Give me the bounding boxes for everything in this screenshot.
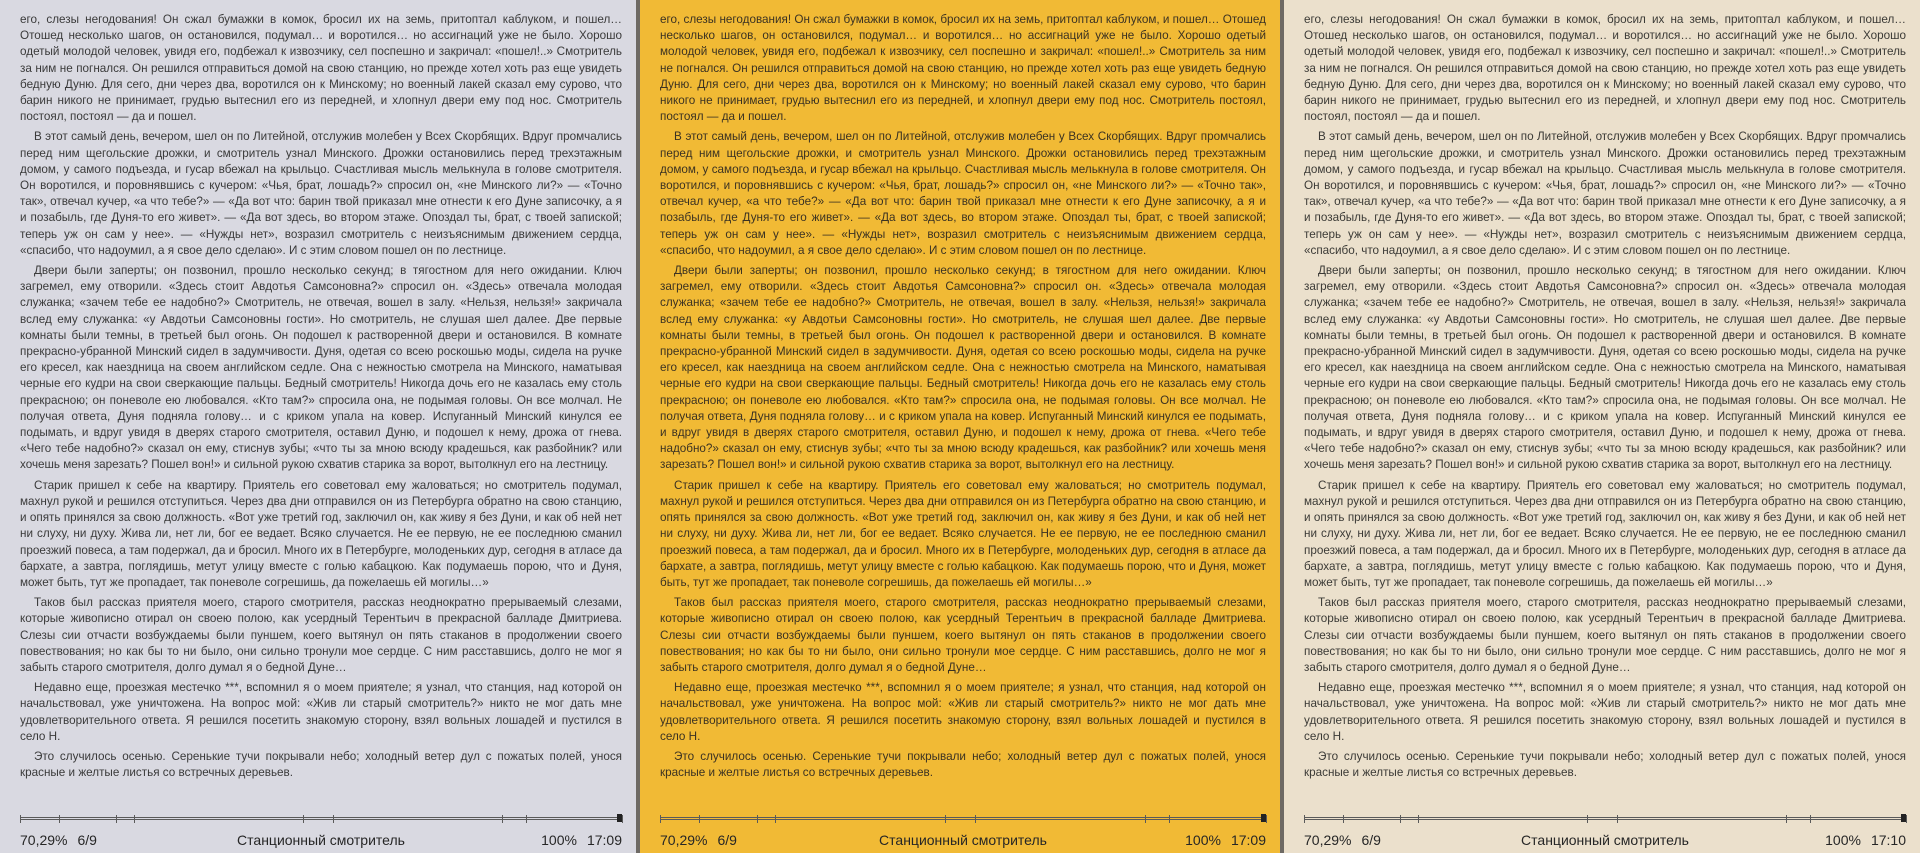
status-right (541, 832, 622, 848)
battery-level: 100% (1825, 832, 1861, 848)
page-counter: 6/9 (717, 832, 737, 848)
chapter-tick (59, 815, 60, 823)
status-right (1185, 832, 1266, 848)
paragraph: В этот самый день, вечером, шел он по Литейной, отслужив молебен у Всех Скорбящих. Вдруг промчались перед ним щегольские дрожки, и смотритель узнал Минского. Дрожки остановились перед трехэтажным домом, у самого подъезда, и гусар вбежал на крыльцо. Счастливая мысль мелькнула в голове смотрителя. Он воротился, и поровнявшись с кучером: «Чья, брат, лошадь?» спросил он, «не Минского ли?» — «Точно так», отвечал кучер, «а что тебе?» — «Да вот что: барин твой приказал мне отнести к его Дуне записочку, а я и позабыль, где Дуня-то его живет». — «Да вот здесь, во втором этаже. Опоздал ты, брат, с твоей запиской; теперь уж он сам у нее». — «Нужды нет», возразил смотритель с неизъяснимым движением сердца, «спасибо, что надоумил, а я свое дело сделаю». И с этим словом пошел он по лестнице. (1304, 130, 1906, 257)
battery-level: 100% (1185, 832, 1221, 848)
chapter-tick (660, 815, 661, 823)
chapter-tick (775, 815, 776, 823)
book-page-text (20, 12, 622, 802)
paragraph: Недавно еще, проезжая местечко ***, вспомнил я о моем приятеле; я узнал, что станция, над которой он начальствовал, уже уничтожена. На вопрос мой: «Жив ли старый смотритель?» никто не мог дать мне удовлетворительного ответа. Я решился посетить знакомую сторону, взял вольных лошадей и пустился в село Н. (660, 681, 1266, 743)
paragraph: его, слезы негодования! Он сжал бумажки в комок, бросил их на земь, притоптал каблуком, и пошел… Отошед несколько шагов, он остановился, подумал… и воротился… но ассигнаций уже не было. Хорошо одетый молодой человек, увидя его, подбежал к извозчику, сел поспешно и закричал: «пошел!..» Смотритель за ним не погнался. Он решился отправиться домой на свою станцию, но прежде хотел хоть раз еще увидеть бедную Дуню. Для сего, дни через два, воротился он к Минскому; но военный лакей сказал ему сурово, что барин никого не принимает, грудью вытеснил его из передней, и хлопнул двери ему под нос. Смотритель постоял, постоял — да и пошел. (1304, 13, 1906, 124)
ereader-screen-yellow (640, 0, 1280, 853)
chapter-tick (945, 815, 946, 823)
paragraph: В этот самый день, вечером, шел он по Литейной, отслужив молебен у Всех Скорбящих. Вдруг промчались перед ним щегольские дрожки, и смотритель узнал Минского. Дрожки остановились перед трехэтажным домом, у самого подъезда, и гусар вбежал на крыльцо. Счастливая мысль мелькнула в голове смотрителя. Он воротился, и поровнявшись с кучером: «Чья, брат, лошадь?» спросил он, «не Минского ли?» — «Точно так», отвечал кучер, «а что тебе?» — «Да вот что: барин твой приказал мне отнести к его Дуне записочку, а я и позабыль, где Дуня-то его живет». — «Да вот здесь, во втором этаже. Опоздал ты, брат, с твоей запиской; теперь уж он сам у нее». — «Нужды нет», возразил смотритель с неизъяснимым движением сердца, «спасибо, что надоумил, а я свое дело сделаю». И с этим словом пошел он по лестнице. (660, 130, 1266, 257)
chapter-tick (1418, 815, 1419, 823)
chapter-tick (333, 815, 334, 823)
book-title (20, 832, 622, 848)
book-title-text: Станционный смотритель (237, 832, 405, 848)
status-bar (1304, 829, 1906, 851)
chapter-tick (303, 815, 304, 823)
paragraph: его, слезы негодования! Он сжал бумажки в комок, бросил их на земь, притоптал каблуком, и пошел… Отошед несколько шагов, он остановился, подумал… и воротился… но ассигнаций уже не было. Хорошо одетый молодой человек, увидя его, подбежал к извозчику, сел поспешно и закричал: «пошел!..» Смотритель за ним не погнался. Он решился отправиться домой на свою станцию, но прежде хотел хоть раз еще увидеть бедную Дуню. Для сего, дни через два, воротился он к Минскому; но военный лакей сказал ему сурово, что барин никого не принимает, грудью вытеснил его из передней, и хлопнул двери ему под нос. Смотритель постоял, постоял — да и пошел. (20, 13, 622, 124)
progress-percent: 70,29% (20, 832, 68, 848)
paragraph: Таков был рассказ приятеля моего, старого смотрителя, рассказ неоднократно прерываемый слезами, которые живописно отирал он своею полою, как усердный Терентьич в прекрасной балладе Дмитриева. Слезы сии отчасти возбуждаемы были пуншем, коего вытянул он пять стаканов в продолжении своего повествования; но как бы то ни было, они сильно тронули мое сердце. С ним расставшись, долго не мог я забыть старого смотрителя, долго думал я о бедной Дуне… (20, 596, 622, 674)
status-right (1825, 832, 1906, 848)
chapter-tick (1617, 815, 1618, 823)
chapter-tick (1587, 815, 1588, 823)
page-counter: 6/9 (77, 832, 97, 848)
chapter-tick (20, 815, 21, 823)
chapter-tick (1304, 815, 1305, 823)
book-page-text (660, 12, 1266, 802)
paragraph: Двери были заперты; он позвонил, прошло несколько секунд; в тягостном для него ожидании. Ключ загремел, ему отворили. «Здесь стоит Авдотья Самсоновна?» спросил он. «Здесь» отвечала молодая служанка; «зачем тебе ее надобно?» Смотритель, не отвечая, вошел в залу. «Нельзя, нельзя!» закричала вслед ему служанка: «у Авдотьи Самсоновны гости». Но смотритель, не слушая шел далее. Две первые комнаты были темны, в третьей был огонь. Он подошел к растворенной двери и остановился. В комнате прекрасно-убранной Минский сидел в задумчивости. Дуня, одетая со всею роскошью моды, сидела на ручке его кресел, как наездница на своем английском седле. Она с нежностью смотрела на Минского, наматывая черные его кудри на свои сверкающие пальцы. Бедный смотритель! Никогда дочь его не казалась ему столь прекрасною; он поневоле ею любовался. «Кто там?» спросила она, не подымая головы. Он все молчал. Не получая ответа, Дуня подняла голову… и с криком упала на ковер. Испуганный Минский кинулся ее подымать, и вдруг увидя в дверях старого смотрителя, оставил Дуню, и подошел к нему, дрожа от гнева. «Чего тебе надобно?» сказал он ему, стиснув зубы; «что ты за мною всюду крадешься, как разбойник? или хочешь меня зарезать? Пошел вон!» и сильной рукою схватив старика за ворот, вытолкнул его на лестницу. (660, 264, 1266, 472)
paragraph: Недавно еще, проезжая местечко ***, вспомнил я о моем приятеле; я узнал, что станция, над которой он начальствовал, уже уничтожена. На вопрос мой: «Жив ли старый смотритель?» никто не мог дать мне удовлетворительного ответа. Я решился посетить знакомую сторону, взял вольных лошадей и пустился в село Н. (20, 681, 622, 743)
progress-marker (1261, 814, 1266, 822)
chapter-tick (1810, 815, 1811, 823)
chapter-tick (134, 815, 135, 823)
chapter-tick (526, 815, 527, 823)
progress-percent: 70,29% (660, 832, 708, 848)
paragraph: Это случилось осенью. Серенькие тучи покрывали небо; холодный ветер дул с пожатых полей, унося красные и желтые листья со встречных деревьев. (20, 749, 622, 780)
paragraph: Недавно еще, проезжая местечко ***, вспомнил я о моем приятеле; я узнал, что станция, над которой он начальствовал, уже уничтожена. На вопрос мой: «Жив ли старый смотритель?» никто не мог дать мне удовлетворительного ответа. Я решился посетить знакомую сторону, взял вольных лошадей и пустился в село Н. (1304, 681, 1906, 743)
book-title-text: Станционный смотритель (879, 832, 1047, 848)
paragraph: Это случилось осенью. Серенькие тучи покрывали небо; холодный ветер дул с пожатых полей, унося красные и желтые листья со встречных деревьев. (1304, 749, 1906, 780)
book-page-text (1304, 12, 1906, 802)
chapter-tick (699, 815, 700, 823)
chapter-tick (1266, 815, 1267, 823)
status-bar (20, 829, 622, 851)
clock: 17:10 (1870, 832, 1906, 848)
chapter-tick (622, 815, 623, 823)
book-title-text: Станционный смотритель (1521, 832, 1689, 848)
paragraph: Двери были заперты; он позвонил, прошло несколько секунд; в тягостном для него ожидании. Ключ загремел, ему отворили. «Здесь стоит Авдотья Самсоновна?» спросил он. «Здесь» отвечала молодая служанка; «зачем тебе ее надобно?» Смотритель, не отвечая, вошел в залу. «Нельзя, нельзя!» закричала вслед ему служанка: «у Авдотьи Самсоновны гости». Но смотритель, не слушая шел далее. Две первые комнаты были темны, в третьей был огонь. Он подошел к растворенной двери и остановился. В комнате прекрасно-убранной Минский сидел в задумчивости. Дуня, одетая со всею роскошью моды, сидела на ручке его кресел, как наездница на своем английском седле. Она с нежностью смотрела на Минского, наматывая черные его кудри на свои сверкающие пальцы. Бедный смотритель! Никогда дочь его не казалась ему столь прекрасною; он поневоле ею любовался. «Кто там?» спросила она, не подымая головы. Он все молчал. Не получая ответа, Дуня подняла голову… и с криком упала на ковер. Испуганный Минский кинулся ее подымать, и вдруг увидя в дверях старого смотрителя, оставил Дуню, и подошел к нему, дрожа от гнева. «Чего тебе надобно?» сказал он ему, стиснув зубы; «что ты за мною всюду крадешься, как разбойник? или хочешь меня зарезать? Пошел вон!» и сильной рукою схватив старика за ворот, вытолкнул его на лестницу. (20, 264, 622, 472)
chapter-tick (1145, 815, 1146, 823)
paragraph: Старик пришел к себе на квартиру. Приятель его советовал ему жаловаться; но смотритель подумал, махнул рукой и решился отступиться. Через два дни отправился он из Петербурга обратно на свою станцию, и опять принялся за свою должность. «Вот уже третий год, заключил он, как живу я без Дуни, и как об ней нет ни слуху, ни духу. Жива ли, нет ли, бог ее ведает. Всяко случается. Не ее первую, не ее последнюю сманил проезжий повеса, а там подержал, да и бросил. Много их в Петербурге, молоденьких дур, сегодня в атласе да бархате, а завтра, поглядишь, метут улицу вместе с голью кабацкою. Как подумаешь порою, что и Дуня, может быть, тут же пропадает, так поневоле согрешишь, да пожелаешь ей могилы…» (660, 478, 1266, 589)
status-bar (660, 829, 1266, 851)
clock: 17:09 (586, 832, 622, 848)
paragraph: его, слезы негодования! Он сжал бумажки в комок, бросил их на земь, притоптал каблуком, и пошел… Отошед несколько шагов, он остановился, подумал… и воротился… но ассигнаций уже не было. Хорошо одетый молодой человек, увидя его, подбежал к извозчику, сел поспешно и закричал: «пошел!..» Смотритель за ним не погнался. Он решился отправиться домой на свою станцию, но прежде хотел хоть раз еще увидеть бедную Дуню. Для сего, дни через два, воротился он к Минскому; но военный лакей сказал ему сурово, что барин никого не принимает, грудью вытеснил его из передней, и хлопнул двери ему под нос. Смотритель постоял, постоял — да и пошел. (660, 13, 1266, 124)
page-counter: 6/9 (1361, 832, 1381, 848)
chapter-progress-bar[interactable] (660, 812, 1266, 826)
chapter-tick (1906, 815, 1907, 823)
progress-percent: 70,29% (1304, 832, 1352, 848)
ereader-screen-sepia (1284, 0, 1920, 853)
chapter-tick (975, 815, 976, 823)
chapter-tick (116, 815, 117, 823)
chapter-tick (1786, 815, 1787, 823)
paragraph: Таков был рассказ приятеля моего, старого смотрителя, рассказ неоднократно прерываемый слезами, которые живописно отирал он своею полою, как усердный Терентьич в прекрасной балладе Дмитриева. Слезы сии отчасти возбуждаемы были пуншем, коего вытянул он пять стаканов в продолжении своего повествования; но как бы то ни было, они сильно тронули мое сердце. С ним расставшись, долго не мог я забыть старого смотрителя, долго думал я о бедной Дуне… (660, 596, 1266, 674)
progress-marker (617, 814, 622, 822)
chapter-tick (502, 815, 503, 823)
clock: 17:09 (1230, 832, 1266, 848)
chapter-progress-bar[interactable] (20, 812, 622, 826)
paragraph: Старик пришел к себе на квартиру. Приятель его советовал ему жаловаться; но смотритель подумал, махнул рукой и решился отступиться. Через два дни отправился он из Петербурга обратно на свою станцию, и опять принялся за свою должность. «Вот уже третий год, заключил он, как живу я без Дуни, и как об ней нет ни слуху, ни духу. Жива ли, нет ли, бог ее ведает. Всяко случается. Не ее первую, не ее последнюю сманил проезжий повеса, а там подержал, да и бросил. Много их в Петербурге, молоденьких дур, сегодня в атласе да бархате, а завтра, поглядишь, метут улицу вместе с голью кабацкою. Как подумаешь порою, что и Дуня, может быть, тут же пропадает, так поневоле согрешишь, да пожелаешь ей могилы…» (20, 478, 622, 589)
chapter-ticks (1304, 815, 1906, 823)
paragraph: В этот самый день, вечером, шел он по Литейной, отслужив молебен у Всех Скорбящих. Вдруг промчались перед ним щегольские дрожки, и смотритель узнал Минского. Дрожки остановились перед трехэтажным домом, у самого подъезда, и гусар вбежал на крыльцо. Счастливая мысль мелькнула в голове смотрителя. Он воротился, и поровнявшись с кучером: «Чья, брат, лошадь?» спросил он, «не Минского ли?» — «Точно так», отвечал кучер, «а что тебе?» — «Да вот что: барин твой приказал мне отнести к его Дуне записочку, а я и позабыль, где Дуня-то его живет». — «Да вот здесь, во втором этаже. Опоздал ты, брат, с твоей запиской; теперь уж он сам у нее». — «Нужды нет», возразил смотритель с неизъяснимым движением сердца, «спасибо, что надоумил, а я свое дело сделаю». И с этим словом пошел он по лестнице. (20, 130, 622, 257)
chapter-tick (1343, 815, 1344, 823)
paragraph: Старик пришел к себе на квартиру. Приятель его советовал ему жаловаться; но смотритель подумал, махнул рукой и решился отступиться. Через два дни отправился он из Петербурга обратно на свою станцию, и опять принялся за свою должность. «Вот уже третий год, заключил он, как живу я без Дуни, и как об ней нет ни слуху, ни духу. Жива ли, нет ли, бог ее ведает. Всяко случается. Не ее первую, не ее последнюю сманил проезжий повеса, а там подержал, да и бросил. Много их в Петербурге, молоденьких дур, сегодня в атласе да бархате, а завтра, поглядишь, метут улицу вместе с голью кабацкою. Как подумаешь порою, что и Дуня, может быть, тут же пропадает, так поневоле согрешишь, да пожелаешь ей могилы…» (1304, 478, 1906, 589)
chapter-tick (757, 815, 758, 823)
paragraph: Двери были заперты; он позвонил, прошло несколько секунд; в тягостном для него ожидании. Ключ загремел, ему отворили. «Здесь стоит Авдотья Самсоновна?» спросил он. «Здесь» отвечала молодая служанка; «зачем тебе ее надобно?» Смотритель, не отвечая, вошел в залу. «Нельзя, нельзя!» закричала вслед ему служанка: «у Авдотьи Самсоновны гости». Но смотритель, не слушая шел далее. Две первые комнаты были темны, в третьей был огонь. Он подошел к растворенной двери и остановился. В комнате прекрасно-убранной Минский сидел в задумчивости. Дуня, одетая со всею роскошью моды, сидела на ручке его кресел, как наездница на своем английском седле. Она с нежностью смотрела на Минского, наматывая черные его кудри на свои сверкающие пальцы. Бедный смотритель! Никогда дочь его не казалась ему столь прекрасною; он поневоле ею любовался. «Кто там?» спросила она, не подымая головы. Он все молчал. Не получая ответа, Дуня подняла голову… и с криком упала на ковер. Испуганный Минский кинулся ее подымать, и вдруг увидя в дверях старого смотрителя, оставил Дуню, и подошел к нему, дрожа от гнева. «Чего тебе надобно?» сказал он ему, стиснув зубы; «что ты за мною всюду крадешься, как разбойник? или хочешь меня зарезать? Пошел вон!» и сильной рукою схватив старика за ворот, вытолкнул его на лестницу. (1304, 264, 1906, 472)
chapter-tick (1400, 815, 1401, 823)
book-title (1304, 832, 1906, 848)
paragraph: Таков был рассказ приятеля моего, старого смотрителя, рассказ неоднократно прерываемый слезами, которые живописно отирал он своею полою, как усердный Терентьич в прекрасной балладе Дмитриева. Слезы сии отчасти возбуждаемы были пуншем, коего вытянул он пять стаканов в продолжении своего повествования; но как бы то ни было, они сильно тронули мое сердце. С ним расставшись, долго не мог я забыть старого смотрителя, долго думал я о бедной Дуне… (1304, 596, 1906, 674)
battery-level: 100% (541, 832, 577, 848)
ereader-screen-lavender (0, 0, 636, 853)
book-title (660, 832, 1266, 848)
progress-marker (1901, 814, 1906, 822)
chapter-tick (1169, 815, 1170, 823)
paragraph: Это случилось осенью. Серенькие тучи покрывали небо; холодный ветер дул с пожатых полей, унося красные и желтые листья со встречных деревьев. (660, 749, 1266, 780)
chapter-ticks (20, 815, 622, 823)
chapter-progress-bar[interactable] (1304, 812, 1906, 826)
chapter-ticks (660, 815, 1266, 823)
